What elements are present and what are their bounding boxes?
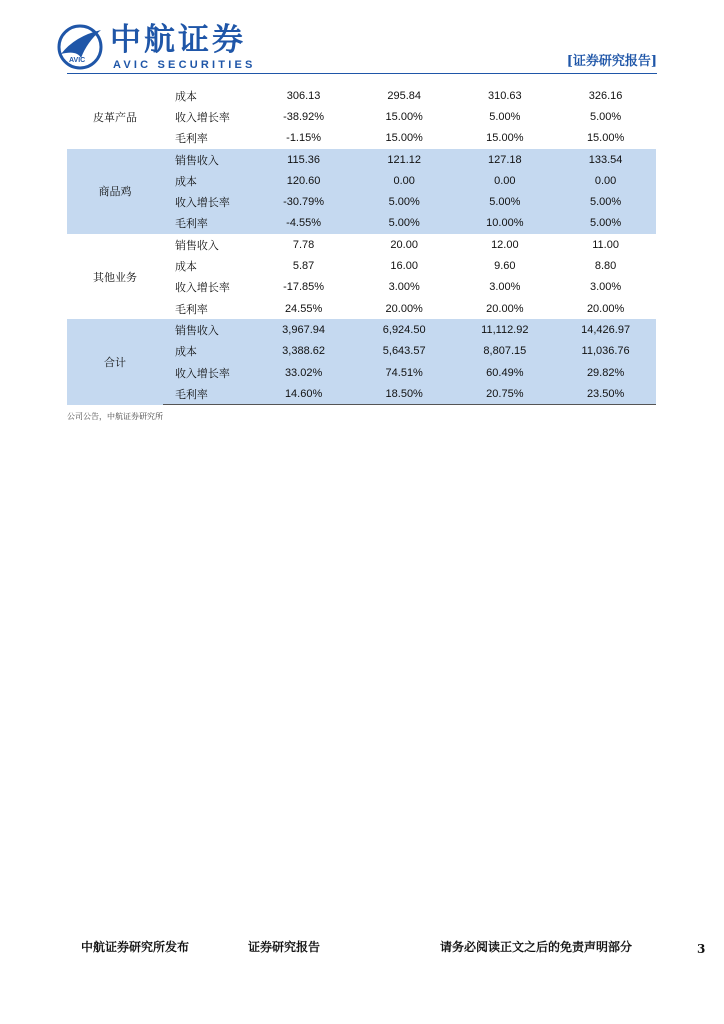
value-cell: 20.00%	[586, 302, 625, 315]
value-cell: 3,967.94	[253, 319, 354, 340]
value-cell: 20.75%	[454, 383, 555, 405]
logo-badge-text: AVIC	[69, 57, 86, 64]
metric-label: 收入增长率	[163, 191, 253, 212]
segment-name: 皮革产品	[92, 110, 137, 124]
financial-forecast-table	[67, 85, 656, 405]
value-cell: -38.92%	[283, 110, 325, 123]
table-row	[67, 234, 656, 255]
value-cell: 20.00%	[385, 302, 423, 315]
avic-plane-logo-icon	[57, 24, 103, 70]
value-cell: 10.00%	[454, 213, 555, 234]
value-cell: 6,924.50	[354, 319, 455, 340]
page-number: 3	[697, 942, 706, 956]
value-cell: 5,643.57	[354, 341, 455, 362]
metric-label: 收入增长率	[174, 110, 230, 124]
value-cell: 127.18	[454, 149, 555, 170]
metric-label: 销售收入	[163, 319, 253, 340]
value-cell: 20.00	[390, 238, 418, 251]
value-cell: 15.00%	[385, 132, 423, 145]
value-cell: 8.80	[594, 260, 617, 273]
value-cell: 5.00%	[354, 213, 455, 234]
value-cell: 7.78	[292, 238, 315, 251]
value-cell: 14.60%	[253, 383, 354, 405]
value-cell: 5.00%	[454, 191, 555, 212]
table-row	[67, 149, 656, 170]
metric-label: 毛利率	[163, 213, 253, 234]
value-cell: 5.00%	[555, 213, 656, 234]
metric-label: 成本	[163, 170, 253, 191]
value-cell: -30.79%	[253, 191, 354, 212]
value-cell: 3.00%	[489, 281, 521, 294]
value-cell: -4.55%	[253, 213, 354, 234]
metric-label: 毛利率	[174, 132, 208, 146]
table-source-note: 公司公告，中航证券研究所	[67, 412, 163, 421]
value-cell: 3,388.62	[253, 341, 354, 362]
value-cell: 120.60	[253, 170, 354, 191]
value-cell: 5.00%	[589, 110, 622, 123]
value-cell: 9.60	[494, 260, 516, 273]
value-cell: 310.63	[488, 89, 522, 102]
value-cell: 12.00	[491, 238, 519, 251]
value-cell: 15.00%	[486, 132, 524, 145]
footer-disclaimer: 请务必阅读正文之后的免责声明部分	[440, 940, 633, 954]
metric-label: 成本	[174, 89, 197, 103]
metric-label: 成本	[174, 260, 197, 274]
value-cell: 11,112.92	[454, 319, 555, 340]
logo-english-name: AVIC SECURITIES	[113, 59, 256, 71]
footer-report-type: 证券研究报告	[248, 940, 321, 954]
value-cell: 60.49%	[454, 362, 555, 383]
metric-label: 销售收入	[163, 149, 253, 170]
value-cell: 3.00%	[589, 281, 622, 294]
header-divider	[67, 73, 657, 74]
footer-publisher: 中航证券研究所发布	[81, 940, 190, 954]
value-cell: 18.50%	[354, 383, 455, 405]
value-cell: 3.00%	[388, 281, 420, 294]
value-cell: 11.00	[592, 238, 619, 251]
value-cell: 5.00%	[354, 191, 455, 212]
value-cell: 0.00	[555, 170, 656, 191]
company-logo	[57, 22, 257, 74]
table-row	[67, 319, 656, 340]
value-cell: 306.13	[286, 89, 321, 102]
value-cell: 5.00%	[555, 191, 656, 212]
value-cell: 24.55%	[284, 302, 323, 315]
value-cell: -17.85%	[283, 281, 325, 294]
metric-label: 收入增长率	[163, 362, 253, 383]
value-cell: 15.00%	[385, 110, 423, 123]
metric-label: 毛利率	[163, 383, 253, 405]
value-cell: 20.00%	[486, 302, 524, 315]
value-cell: 14,426.97	[555, 319, 656, 340]
value-cell: 8,807.15	[454, 341, 555, 362]
value-cell: 326.16	[588, 89, 623, 102]
value-cell: 133.54	[555, 149, 656, 170]
value-cell: -1.15%	[286, 132, 322, 145]
value-cell: 0.00	[354, 170, 455, 191]
metric-label: 收入增长率	[174, 281, 230, 295]
value-cell: 121.12	[354, 149, 455, 170]
value-cell: 29.82%	[555, 362, 656, 383]
value-cell: 5.00%	[489, 110, 521, 123]
table-row	[67, 85, 656, 106]
report-type-tag: [证券研究报告]	[566, 54, 657, 69]
segment-name: 商品鸡	[67, 149, 163, 234]
logo-chinese-name: 中航证券	[110, 22, 246, 58]
value-cell: 15.00%	[586, 132, 625, 145]
value-cell: 5.87	[292, 260, 315, 273]
segment-name: 其他业务	[92, 270, 137, 284]
value-cell: 295.84	[387, 89, 422, 102]
value-cell: 11,036.76	[555, 341, 656, 362]
metric-label: 成本	[163, 341, 253, 362]
metric-label: 毛利率	[174, 302, 208, 316]
value-cell: 33.02%	[253, 362, 354, 383]
metric-label: 销售收入	[174, 238, 219, 252]
value-cell: 115.36	[253, 149, 354, 170]
value-cell: 0.00	[454, 170, 555, 191]
value-cell: 74.51%	[354, 362, 455, 383]
segment-name: 合计	[67, 319, 163, 405]
value-cell: 16.00	[390, 260, 418, 273]
value-cell: 23.50%	[555, 383, 656, 405]
